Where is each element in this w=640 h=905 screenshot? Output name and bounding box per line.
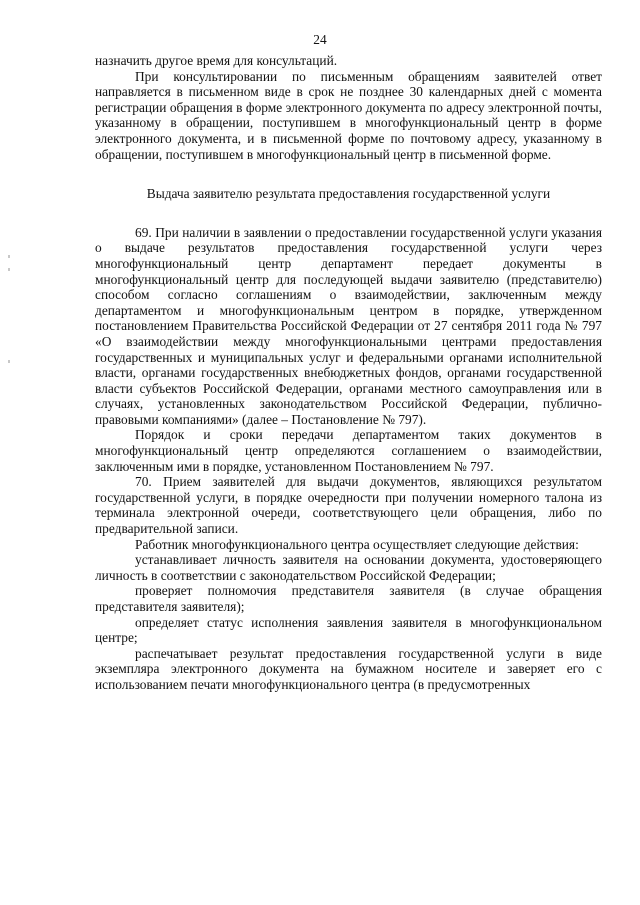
- paragraph: распечатывает результат предоставления государственной услуги в виде экземпляра электронного документа на бумажном носителе и заверяет его с использованием печати многофункционального центра (в предусмотренных: [95, 645, 602, 692]
- paragraph: устанавливает личность заявителя на основании документа, удостоверяющего личность в соответствии с законодательством Российской Федерации;: [95, 552, 602, 583]
- page-number: 24: [313, 32, 327, 47]
- scan-margin-mark: [8, 360, 10, 363]
- paragraph: 70. Прием заявителей для выдачи документов, являющихся результатом государственной услуги, в порядке очередности при получении номерного талона из терминала электронной очереди, соответствующего цели обращения, либо по предварительной записи.: [95, 474, 602, 537]
- document-body: [95, 53, 602, 693]
- top-paragraphs: [95, 53, 602, 162]
- paragraph: При консультировании по письменным обращениям заявителей ответ направляется в письменном виде в срок не позднее 30 календарных дней с момента регистрации обращения в форме электронного документа по адресу электронной почты, указанному в обращении, поступившем в многофункциональный центр в форме электронного документа, и в письменной форме по почтовому адресу, указанному в обращении, поступившем в многофункциональный центр в письменной форме.: [95, 68, 602, 162]
- paragraph: определяет статус исполнения заявления заявителя в многофункциональном центре;: [95, 614, 602, 646]
- paragraph: проверяет полномочия представителя заявителя (в случае обращения представителя заявителя);: [95, 583, 602, 614]
- paragraph: Работник многофункционального центра осуществляет следующие действия:: [135, 536, 579, 552]
- scan-margin-mark: [8, 255, 10, 258]
- scan-margin-mark: [8, 268, 10, 271]
- section-title: Выдача заявителю результата предоставления государственной услуги: [146, 186, 551, 202]
- paragraph: назначить другое время для консультаций.: [95, 53, 338, 68]
- paragraph: Порядок и сроки передачи департаментом таких документов в многофункциональный центр определяются соглашением о взаимодействии, заключенным ими в порядке, установленном Постановлением № 797.: [95, 427, 602, 474]
- bottom-paragraphs: [95, 225, 602, 693]
- paragraph: 69. При наличии в заявлении о предоставлении государственной услуги указания о выдаче результатов предоставления государственной услуги через многофункциональный центр департамент передает документы в многофункциональный центр для последующей выдачи заявителю (представителю) способом согласно соглашениям о взаимодействии, заключенным между департаментом и многофункциональным центром в порядке, утвержденном постановлением Правительства Российской Федерации от 27 сентября 2011 года № 797 «О взаимодействии между многофункциональными центрами предоставления государственных и муниципальных услуг и федеральными органами исполнительной власти, органами государственных внебюджетных фондов, органами государственной власти субъектов Российской Федерации, органами местного самоуправления или в случаях, установленных законодательством Российской Федерации, публично-правовыми компаниями» (далее – Постановление № 797).: [95, 224, 602, 427]
